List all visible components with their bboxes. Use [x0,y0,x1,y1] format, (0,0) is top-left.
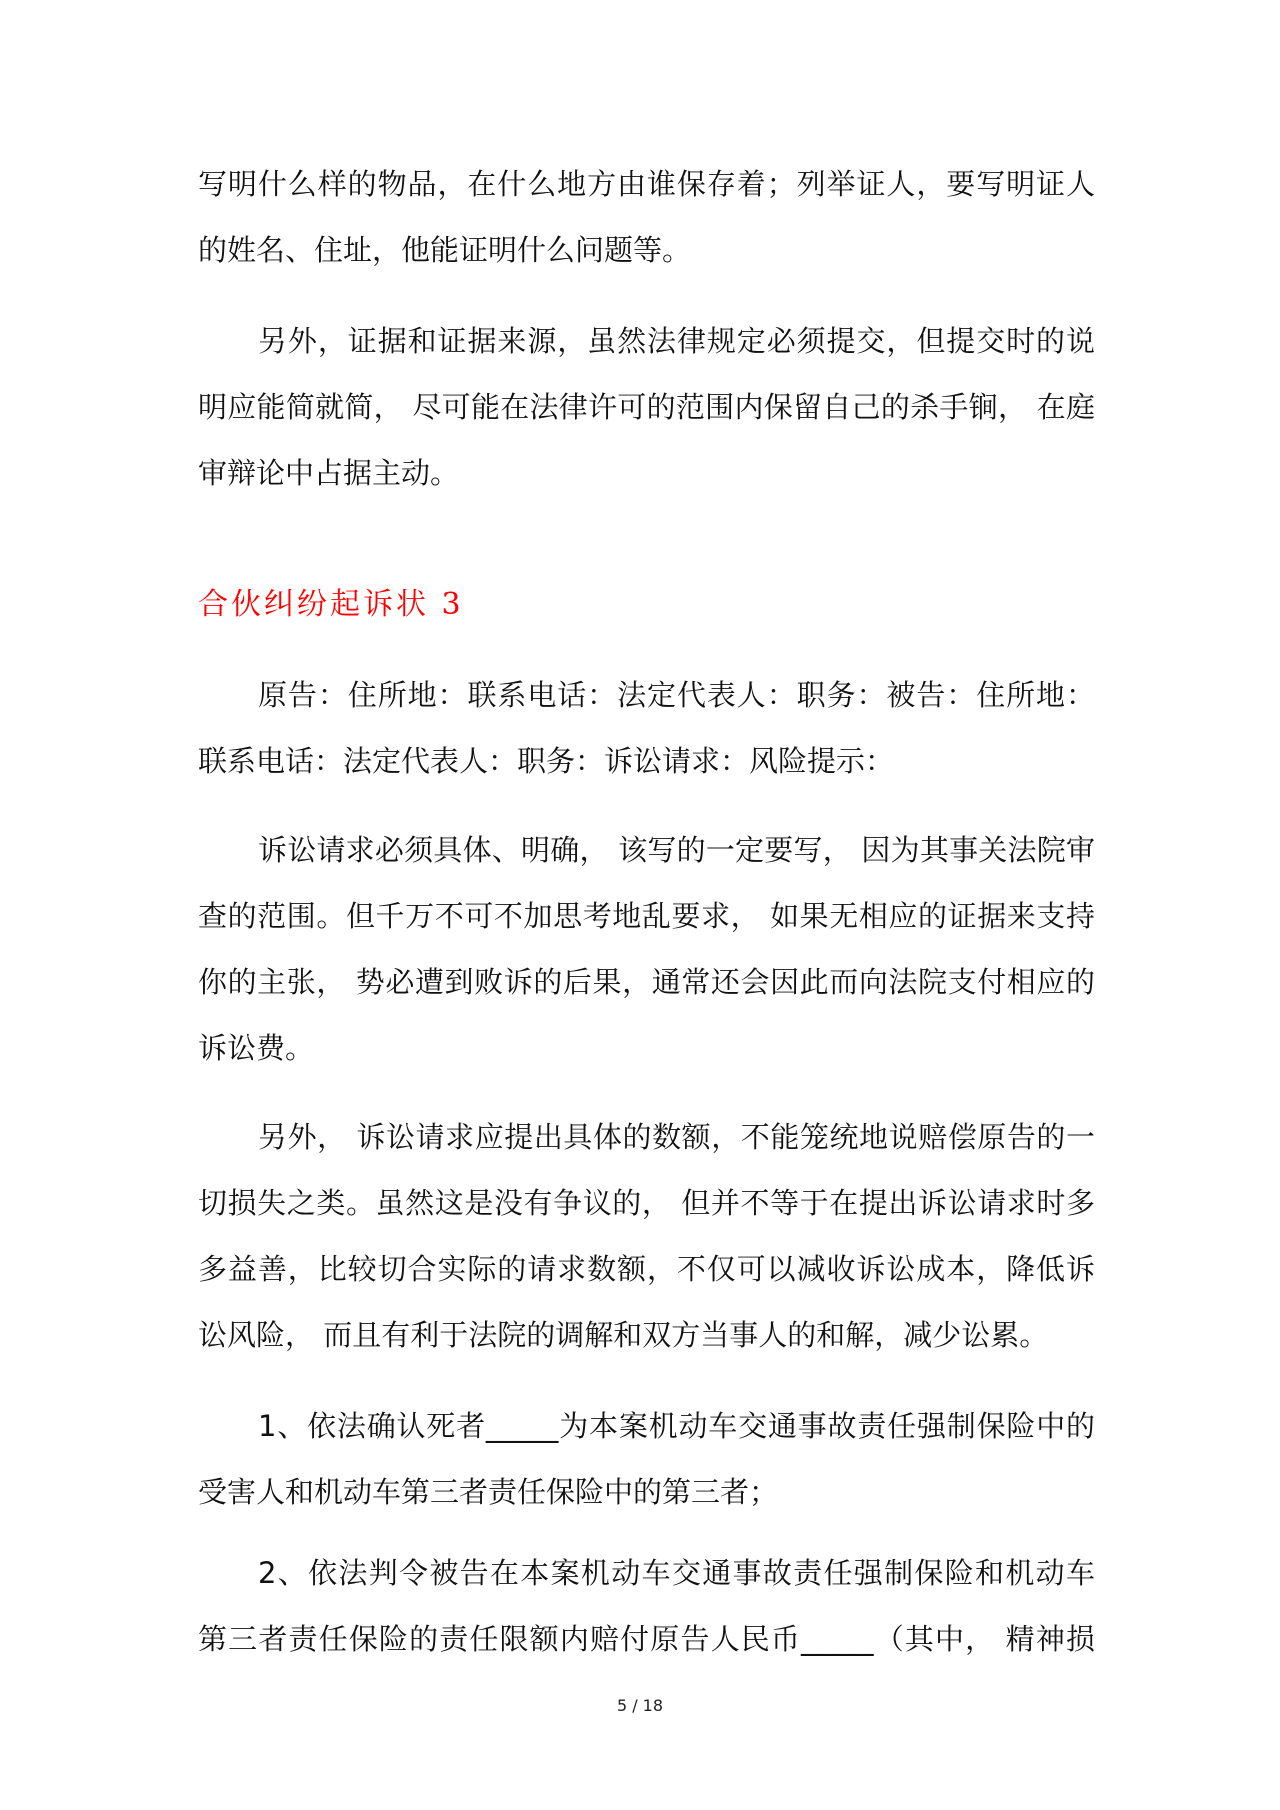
text-line: 写明什么样的物品，在什么地方由谁保存着；列举证人，要写明证人 [198,167,1095,201]
text-line: 另外， 诉讼请求应提出具体的数额，不能笼统地说赔偿原告的一 [258,1120,1095,1154]
text-line: 明应能简就简， 尽可能在法律许可的范围内保留自己的杀手锏， 在庭 [198,390,1095,424]
text-line: 第三者责任保险的责任限额内赔付原告人民币_____（其中， 精神损 [198,1622,1095,1656]
paragraph-claim-2 [198,1540,1095,1672]
text-line: 的姓名、住址，他能证明什么问题等。 [198,233,692,267]
page-number: 5 / 18 [616,1696,664,1715]
text-line: 诉讼请求必须具体、明确， 该写的一定要写， 因为其事关法院审 [258,833,1095,867]
text-line: 诉讼费。 [198,1031,315,1065]
text-line: 切损失之类。虽然这是没有争议的， 但并不等于在提出诉讼请求时多 [198,1186,1095,1220]
text-line: 2、依法判令被告在本案机动车交通事故责任强制保险和机动车 [258,1556,1095,1590]
text-line: 查的范围。但千万不可不加思考地乱要求， 如果无相应的证据来支持 [198,899,1095,933]
paragraph-claim-1 [198,1393,1095,1525]
paragraph-claim-amount [198,1104,1095,1368]
section-heading: 合伙纠纷起诉状 3 [198,587,464,622]
paragraph-evidence-detail [198,151,1095,283]
text-line: 多益善，比较切合实际的请求数额，不仅可以减收诉讼成本，降低诉 [198,1252,1095,1286]
text-line: 讼风险， 而且有利于法院的调解和双方当事人的和解，减少讼累。 [198,1318,1049,1352]
paragraph-claims-risk [198,817,1095,1081]
paragraph-evidence-note [198,308,1095,506]
text-line: 原告：住所地：联系电话：法定代表人：职务：被告：住所地： [258,678,1095,712]
text-line: 你的主张， 势必遭到败诉的后果，通常还会因此而向法院支付相应的 [198,965,1095,999]
text-line: 受害人和机动车第三者责任保险中的第三者； [198,1475,779,1509]
text-line: 另外，证据和证据来源，虽然法律规定必须提交，但提交时的说 [258,324,1095,358]
text-line: 联系电话：法定代表人：职务：诉讼请求：风险提示： [198,744,895,778]
paragraph-parties [198,662,1095,794]
text-line: 1、依法确认死者_____为本案机动车交通事故责任强制保险中的 [258,1409,1095,1443]
text-line: 审辩论中占据主动。 [198,456,460,490]
